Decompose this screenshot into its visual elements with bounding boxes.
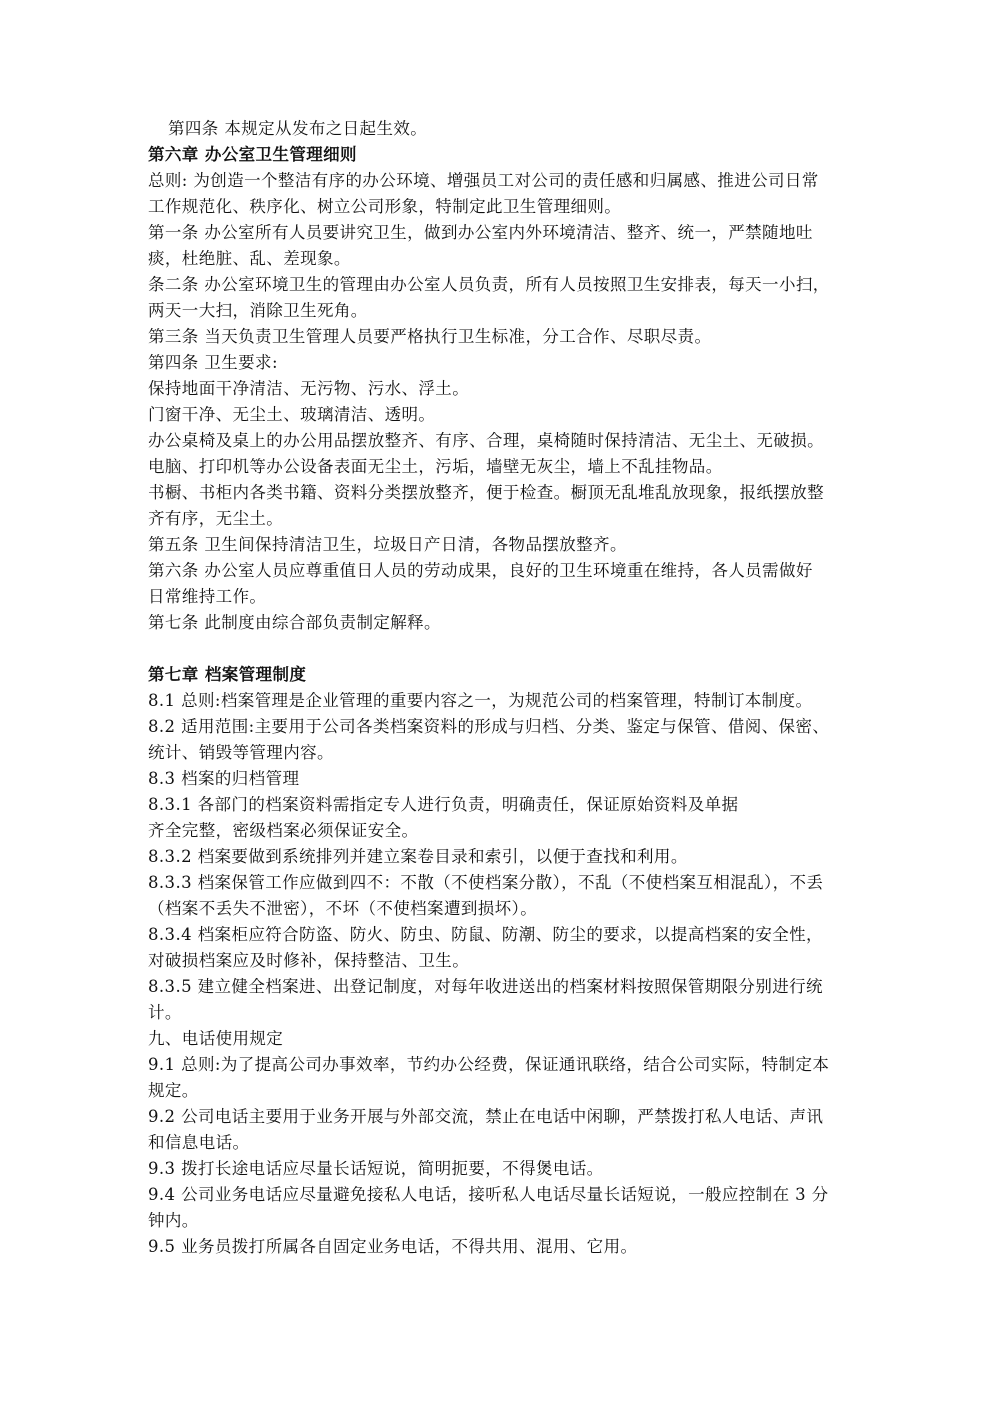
text-line: 两天一大扫，消除卫生死角。 bbox=[148, 301, 368, 320]
text-line: 办公桌椅及桌上的办公用品摆放整齐、有序、合理，桌椅随时保持清洁、无尘土、无破损。 bbox=[148, 431, 824, 450]
text-line: 门窗干净、无尘土、玻璃清洁、透明。 bbox=[148, 405, 436, 424]
text-line: 9.3 拨打长途电话应尽量长话短说，简明扼要，不得煲电话。 bbox=[148, 1159, 604, 1178]
text-line: 电脑、打印机等办公设备表面无尘土，污垢，墙壁无灰尘，墙上不乱挂物品。 bbox=[148, 457, 723, 476]
text-line: 第四条 卫生要求: bbox=[148, 353, 278, 372]
text-line: 钟内。 bbox=[148, 1211, 199, 1230]
paragraph-gap bbox=[148, 636, 848, 662]
text-line: 日常维持工作。 bbox=[148, 587, 267, 606]
text-line: 8.2 适用范围:主要用于公司各类档案资料的形成与归档、分类、鉴定与保管、借阅、保密、 bbox=[148, 717, 830, 736]
chapter-seven-heading: 第七章 档案管理制度 bbox=[148, 665, 307, 684]
text-line: 痰，杜绝脏、乱、差现象。 bbox=[148, 249, 351, 268]
text-line: 总则: 为创造一个整洁有序的办公环境、增强员工对公司的责任感和归属感、推进公司日常 bbox=[148, 171, 819, 190]
text-line: 保持地面干净清洁、无污物、污水、浮土。 bbox=[148, 379, 470, 398]
text-line: 9.5 业务员拨打所属各自固定业务电话，不得共用、混用、它用。 bbox=[148, 1237, 638, 1256]
text-line: 工作规范化、秩序化、树立公司形象，特制定此卫生管理细则。 bbox=[148, 197, 622, 216]
document-page bbox=[148, 116, 848, 1260]
section-nine-heading: 九、电话使用规定 bbox=[148, 1029, 284, 1048]
text-line: 齐有序，无尘土。 bbox=[148, 509, 284, 528]
text-line: 规定。 bbox=[148, 1081, 199, 1100]
text-line: 书橱、书柜内各类书籍、资料分类摆放整齐，便于检查。橱顶无乱堆乱放现象，报纸摆放整 bbox=[148, 483, 824, 502]
text-line: 9.1 总则:为了提高公司办事效率，节约办公经费，保证通讯联络，结合公司实际，特制定本 bbox=[148, 1055, 830, 1074]
text-line: 计。 bbox=[148, 1003, 182, 1022]
text-line: 齐全完整，密级档案必须保证安全。 bbox=[148, 821, 419, 840]
text-line: 8.3.4 档案柜应符合防盗、防火、防虫、防鼠、防潮、防尘的要求，以提高档案的安全性， bbox=[148, 925, 823, 944]
chapter-six-heading: 第六章 办公室卫生管理细则 bbox=[148, 145, 357, 164]
text-line: （档案不丢失不泄密），不坏（不使档案遭到损坏）。 bbox=[148, 899, 538, 918]
article-four-effective: 第四条 本规定从发布之日起生效。 bbox=[168, 119, 428, 138]
text-line: 8.3 档案的归档管理 bbox=[148, 769, 300, 788]
text-line: 对破损档案应及时修补，保持整洁、卫生。 bbox=[148, 951, 470, 970]
text-line: 统计、销毁等管理内容。 bbox=[148, 743, 334, 762]
text-line: 和信息电话。 bbox=[148, 1133, 250, 1152]
text-line: 8.3.2 档案要做到系统排列并建立案卷目录和索引，以便于查找和利用。 bbox=[148, 847, 688, 866]
text-line: 第六条 办公室人员应尊重值日人员的劳动成果，良好的卫生环境重在维持，各人员需做好 bbox=[148, 561, 813, 580]
text-line: 9.4 公司业务电话应尽量避免接私人电话，接听私人电话尽量长话短说，一般应控制在 3 分 bbox=[148, 1185, 829, 1204]
text-line: 第七条 此制度由综合部负责制定解释。 bbox=[148, 613, 441, 632]
text-line: 8.3.5 建立健全档案进、出登记制度，对每年收进送出的档案材料按照保管期限分别进行统 bbox=[148, 977, 823, 996]
text-line: 第一条 办公室所有人员要讲究卫生，做到办公室内外环境清洁、整齐、统一，严禁随地吐 bbox=[148, 223, 813, 242]
text-line: 条二条 办公室环境卫生的管理由办公室人员负责，所有人员按照卫生安排表，每天一小扫， bbox=[148, 275, 830, 294]
text-line: 第三条 当天负责卫生管理人员要严格执行卫生标准，分工合作、尽职尽责。 bbox=[148, 327, 712, 346]
text-line: 8.1 总则:档案管理是企业管理的重要内容之一，为规范公司的档案管理，特制订本制度。 bbox=[148, 691, 813, 710]
text-line: 8.3.3 档案保管工作应做到四不：不散（不使档案分散），不乱（不使档案互相混乱），不丢 bbox=[148, 873, 824, 892]
text-line: 9.2 公司电话主要用于业务开展与外部交流，禁止在电话中闲聊，严禁拨打私人电话、声讯 bbox=[148, 1107, 824, 1126]
text-line: 8.3.1 各部门的档案资料需指定专人进行负责，明确责任，保证原始资料及单据 bbox=[148, 795, 739, 814]
text-line: 第五条 卫生间保持清洁卫生，垃圾日产日清，各物品摆放整齐。 bbox=[148, 535, 627, 554]
